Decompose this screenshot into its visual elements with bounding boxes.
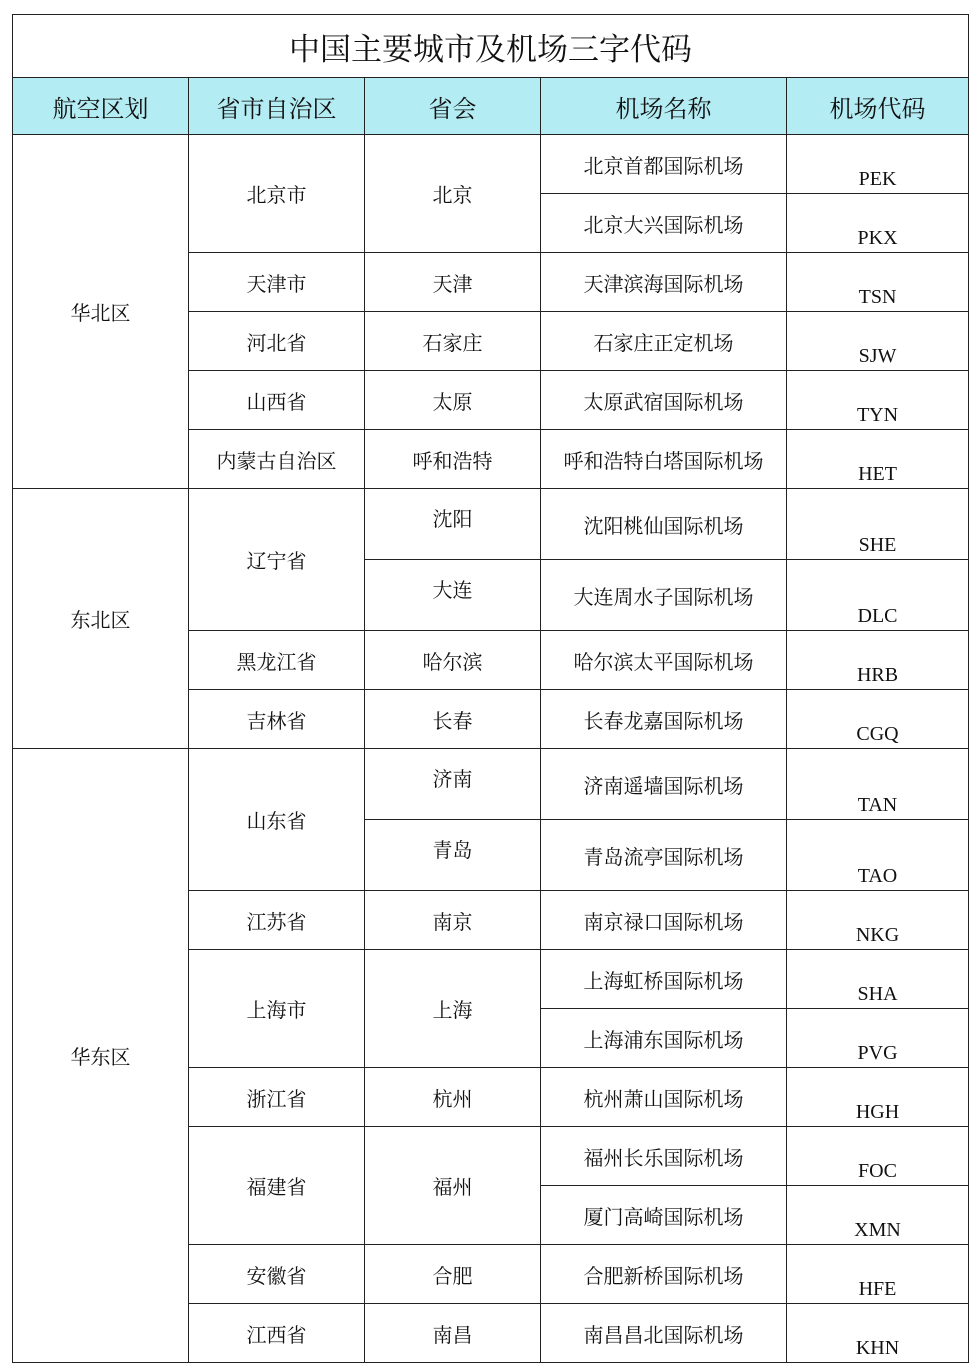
capital-cell: 南京 [365, 891, 541, 950]
region-cell: 东北区 [13, 489, 189, 749]
capital-cell: 石家庄 [365, 312, 541, 371]
airport-name-cell: 合肥新桥国际机场 [541, 1245, 787, 1304]
header-airport-code: 机场代码 [787, 78, 969, 135]
airport-name-cell: 济南遥墙国际机场 [541, 749, 787, 820]
airport-code-cell: HFE [787, 1245, 969, 1304]
airport-code-cell: PVG [787, 1009, 969, 1068]
airport-code-cell: PEK [787, 135, 969, 194]
airport-code-cell: DLC [787, 560, 969, 631]
capital-cell: 呼和浩特 [365, 430, 541, 489]
table-row [13, 749, 969, 820]
airport-code-cell: CGQ [787, 690, 969, 749]
airport-code-cell: SHA [787, 950, 969, 1009]
airport-name-cell: 杭州萧山国际机场 [541, 1068, 787, 1127]
airport-name-cell: 上海虹桥国际机场 [541, 950, 787, 1009]
airport-name-cell: 青岛流亭国际机场 [541, 820, 787, 891]
province-cell: 天津市 [189, 253, 365, 312]
table-row [13, 135, 969, 194]
province-cell: 黑龙江省 [189, 631, 365, 690]
capital-cell: 北京 [365, 135, 541, 253]
airport-code-cell: HRB [787, 631, 969, 690]
airport-code-cell: TYN [787, 371, 969, 430]
capital-cell: 济南 [365, 749, 541, 820]
airport-name-cell: 哈尔滨太平国际机场 [541, 631, 787, 690]
table-title: 中国主要城市及机场三字代码 [13, 15, 969, 78]
province-cell: 山东省 [189, 749, 365, 891]
airport-code-cell: TSN [787, 253, 969, 312]
airport-name-cell: 南昌昌北国际机场 [541, 1304, 787, 1363]
capital-cell: 杭州 [365, 1068, 541, 1127]
province-cell: 上海市 [189, 950, 365, 1068]
airport-code-cell: HET [787, 430, 969, 489]
airport-name-cell: 大连周水子国际机场 [541, 560, 787, 631]
airport-name-cell: 北京大兴国际机场 [541, 194, 787, 253]
capital-cell: 南昌 [365, 1304, 541, 1363]
header-province: 省市自治区 [189, 78, 365, 135]
airport-name-cell: 长春龙嘉国际机场 [541, 690, 787, 749]
capital-cell: 合肥 [365, 1245, 541, 1304]
airport-name-cell: 福州长乐国际机场 [541, 1127, 787, 1186]
capital-cell: 福州 [365, 1127, 541, 1245]
capital-cell: 哈尔滨 [365, 631, 541, 690]
airport-code-table [12, 14, 969, 1363]
airport-name-cell: 上海浦东国际机场 [541, 1009, 787, 1068]
airport-code-cell: XMN [787, 1186, 969, 1245]
province-cell: 吉林省 [189, 690, 365, 749]
airport-name-cell: 太原武宿国际机场 [541, 371, 787, 430]
airport-code-cell: KHN [787, 1304, 969, 1363]
province-cell: 辽宁省 [189, 489, 365, 631]
airport-code-cell: TAN [787, 749, 969, 820]
airport-name-cell: 天津滨海国际机场 [541, 253, 787, 312]
region-cell: 华北区 [13, 135, 189, 489]
airport-code-cell: PKX [787, 194, 969, 253]
airport-code-cell: TAO [787, 820, 969, 891]
airport-code-cell: HGH [787, 1068, 969, 1127]
province-cell: 安徽省 [189, 1245, 365, 1304]
header-region: 航空区划 [13, 78, 189, 135]
airport-code-cell: SHE [787, 489, 969, 560]
airport-name-cell: 呼和浩特白塔国际机场 [541, 430, 787, 489]
province-cell: 山西省 [189, 371, 365, 430]
airport-name-cell: 石家庄正定机场 [541, 312, 787, 371]
province-cell: 江苏省 [189, 891, 365, 950]
capital-cell: 长春 [365, 690, 541, 749]
province-cell: 浙江省 [189, 1068, 365, 1127]
capital-cell: 大连 [365, 560, 541, 631]
header-airport-name: 机场名称 [541, 78, 787, 135]
region-cell: 华东区 [13, 749, 189, 1363]
province-cell: 江西省 [189, 1304, 365, 1363]
province-cell: 河北省 [189, 312, 365, 371]
capital-cell: 天津 [365, 253, 541, 312]
header-capital: 省会 [365, 78, 541, 135]
airport-code-cell: FOC [787, 1127, 969, 1186]
capital-cell: 沈阳 [365, 489, 541, 560]
airport-code-sheet [12, 14, 968, 1359]
capital-cell: 青岛 [365, 820, 541, 891]
capital-cell: 上海 [365, 950, 541, 1068]
airport-code-cell: SJW [787, 312, 969, 371]
airport-name-cell: 北京首都国际机场 [541, 135, 787, 194]
province-cell: 福建省 [189, 1127, 365, 1245]
table-row [13, 489, 969, 560]
airport-code-cell: NKG [787, 891, 969, 950]
province-cell: 内蒙古自治区 [189, 430, 365, 489]
province-cell: 北京市 [189, 135, 365, 253]
airport-name-cell: 南京禄口国际机场 [541, 891, 787, 950]
capital-cell: 太原 [365, 371, 541, 430]
airport-name-cell: 沈阳桃仙国际机场 [541, 489, 787, 560]
airport-name-cell: 厦门高崎国际机场 [541, 1186, 787, 1245]
